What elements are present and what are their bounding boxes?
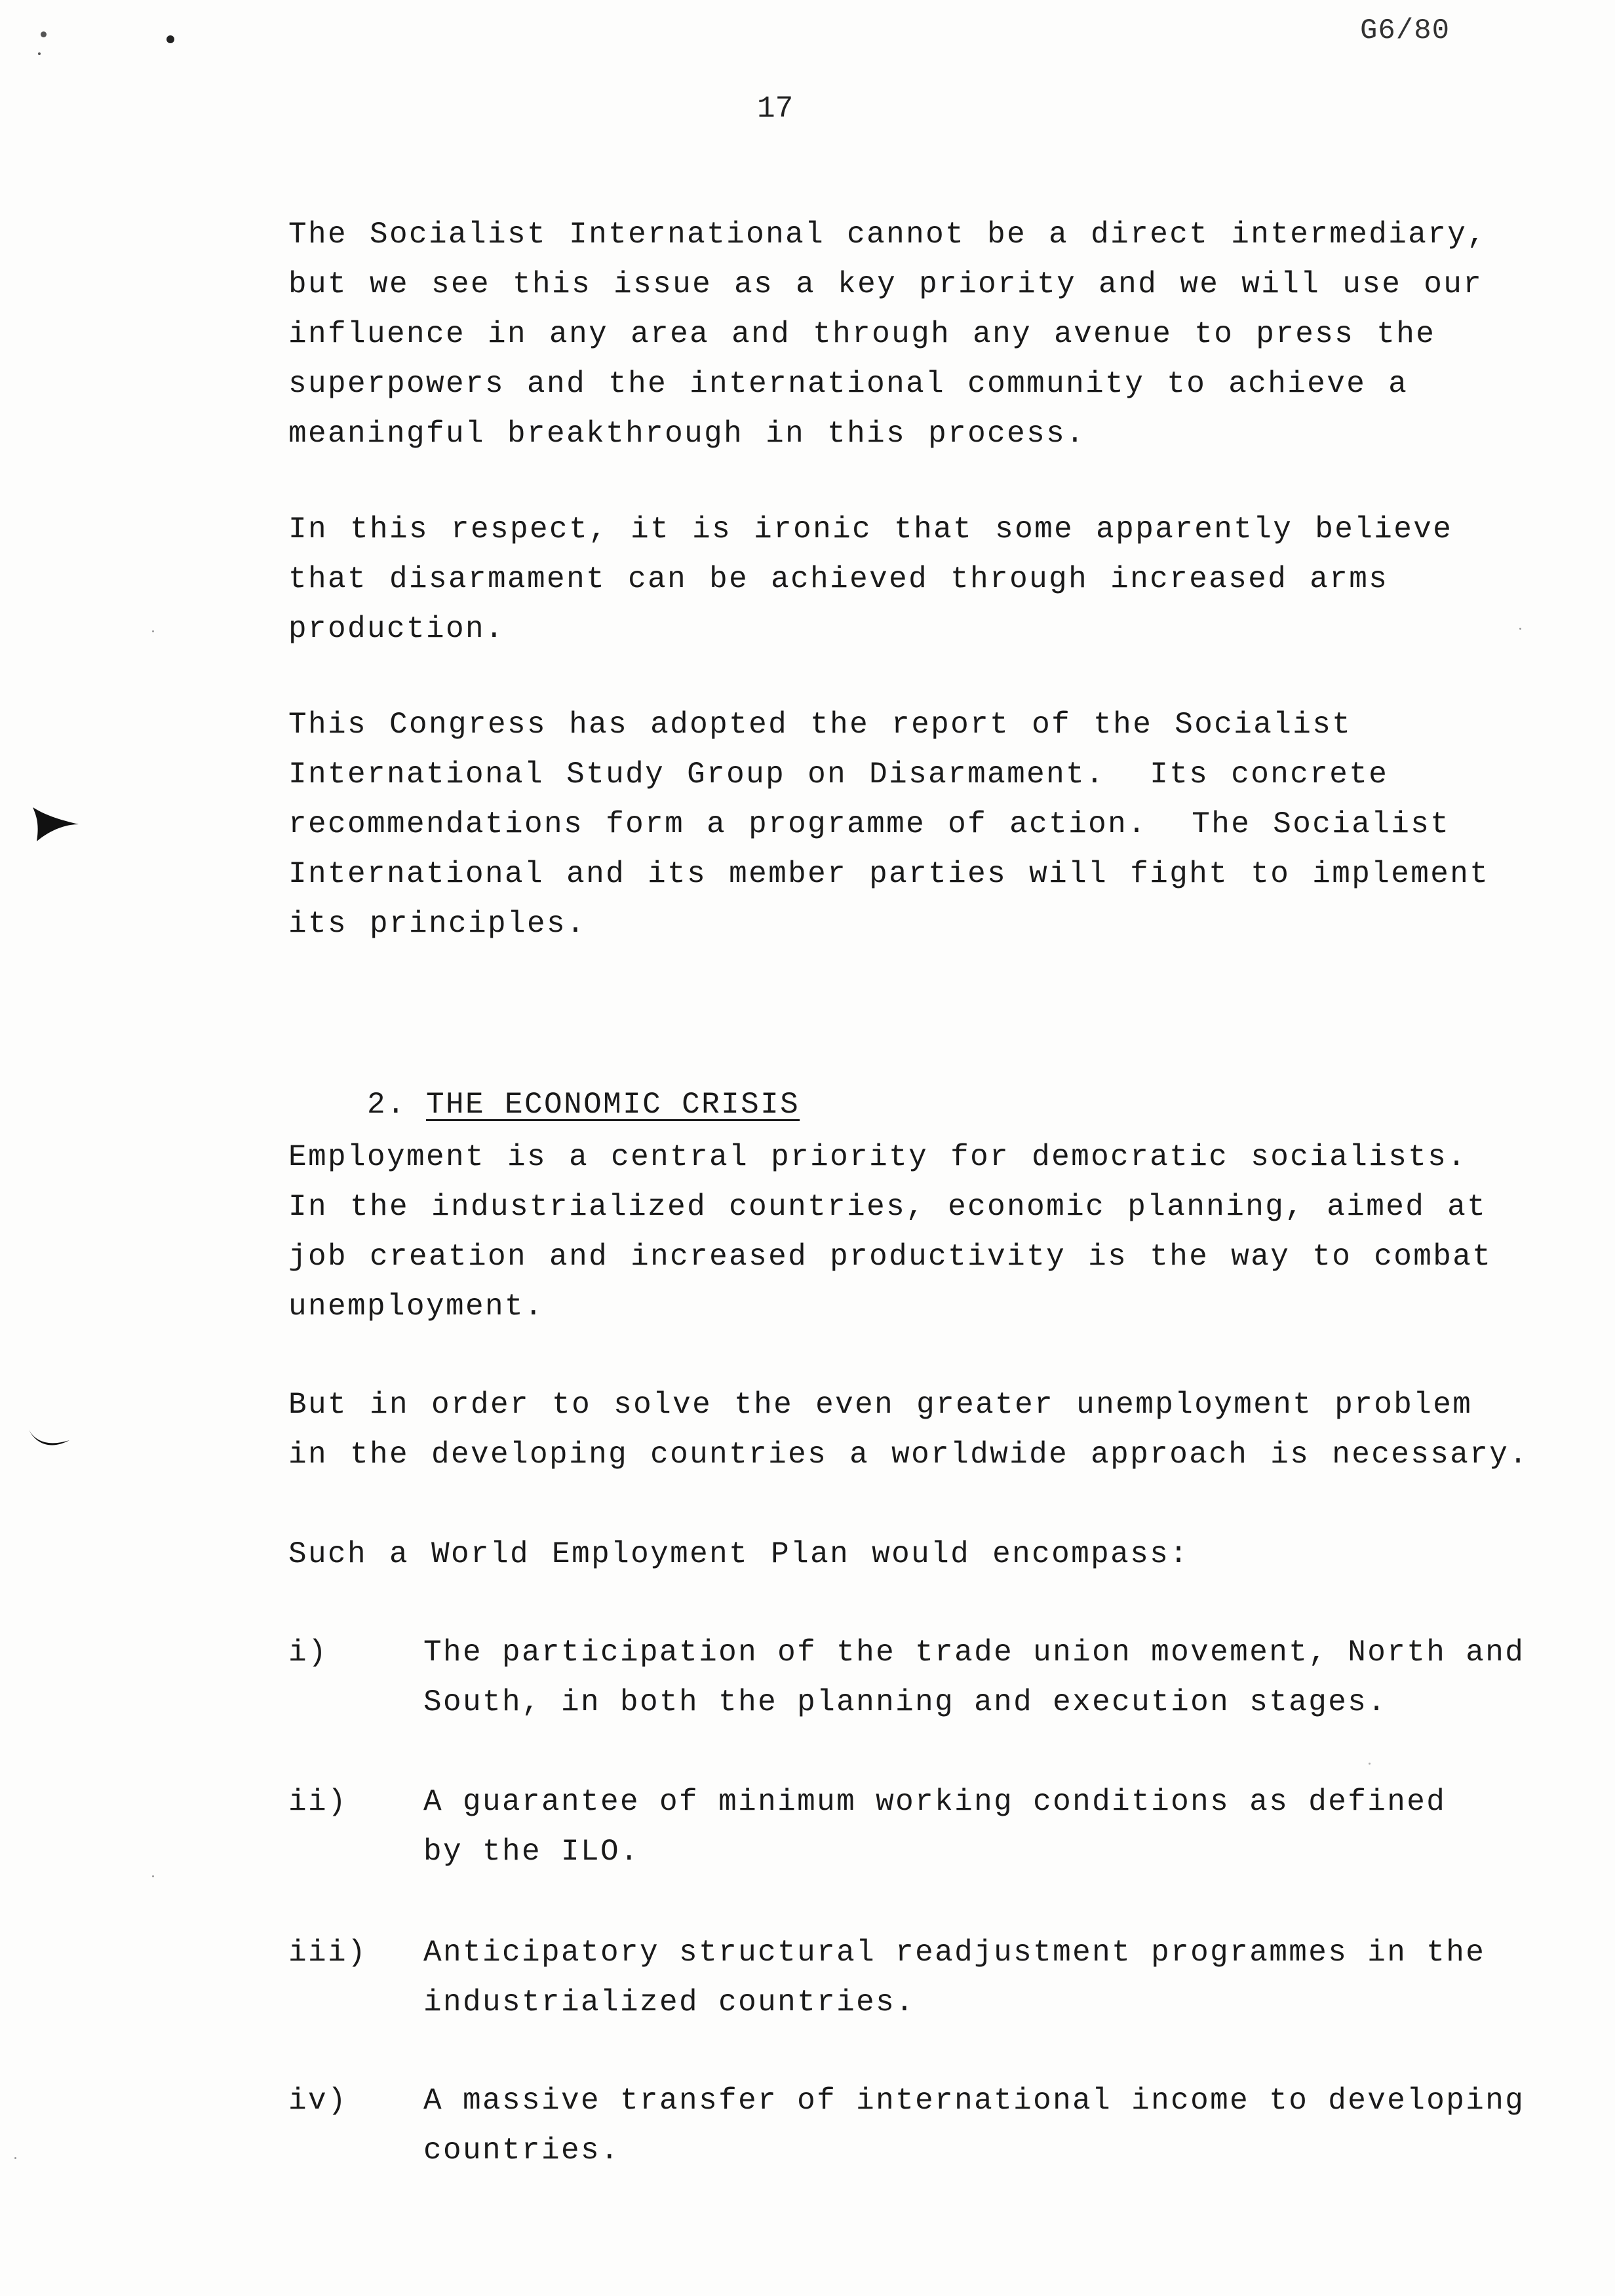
document-reference: G6/80 — [1360, 14, 1450, 47]
text-line: In the industrialized countries, economic planning, aimed at — [288, 1190, 1487, 1224]
section-number: 2. — [367, 1088, 407, 1122]
list-marker: iii) — [288, 1936, 368, 1970]
text-line: that disarmament can be achieved through increased arms — [288, 562, 1389, 596]
text-line: International and its member parties will fight to implement — [288, 857, 1490, 891]
margin-arrow-mark — [30, 805, 83, 851]
text-line: but we see this issue as a key priority and we will use our — [288, 267, 1483, 301]
scan-speck — [41, 31, 47, 37]
text-line: its principles. — [288, 907, 587, 941]
text-line: Anticipatory structural readjustment programmes in the — [423, 1936, 1486, 1970]
text-line: job creation and increased productivity is the way to combat — [288, 1240, 1492, 1274]
scan-speck — [166, 35, 174, 43]
paragraph-intermediary — [288, 210, 1547, 459]
paragraph-arms-production — [288, 505, 1547, 654]
text-line: This Congress has adopted the report of the Socialist — [288, 708, 1352, 742]
list-marker: i) — [288, 1636, 328, 1670]
text-line: In this respect, it is ironic that some apparently believe — [288, 512, 1453, 546]
scan-speck — [152, 1875, 154, 1877]
text-line: unemployment. — [288, 1290, 545, 1324]
text-line: countries. — [423, 2133, 621, 2168]
text-line: The participation of the trade union movement, North and — [423, 1636, 1525, 1670]
margin-curve-mark — [26, 1426, 72, 1452]
scan-speck — [38, 52, 41, 55]
scan-speck — [152, 630, 154, 632]
text-line: A massive transfer of international income to developing — [423, 2084, 1525, 2118]
page-number: 17 — [757, 92, 794, 126]
paragraph-plan-intro — [288, 1529, 1547, 1579]
text-line: by the ILO. — [423, 1835, 640, 1869]
text-line: production. — [288, 612, 505, 646]
list-marker: iv) — [288, 2084, 348, 2118]
scan-speck — [1519, 628, 1521, 630]
text-line: But in order to solve the even greater unemployment problem — [288, 1388, 1473, 1422]
text-line: in the developing countries a worldwide approach is necessary. — [288, 1438, 1529, 1472]
text-line: Employment is a central priority for democratic socialists. — [288, 1140, 1468, 1174]
text-line: The Socialist International cannot be a direct intermediary, — [288, 218, 1487, 252]
section-title: THE ECONOMIC CRISIS — [426, 1088, 800, 1122]
text-line: South, in both the planning and execution stages. — [423, 1685, 1388, 1719]
text-line: recommendations form a programme of action. The Socialist — [288, 807, 1450, 841]
paragraph-worldwide-approach — [288, 1380, 1547, 1480]
text-line: influence in any area and through any avenue to press the — [288, 317, 1436, 351]
text-line: Such a World Employment Plan would encompass: — [288, 1537, 1190, 1571]
text-line: International Study Group on Disarmament. Its concrete — [288, 757, 1389, 792]
text-line: superpowers and the international community to achieve a — [288, 367, 1409, 401]
text-line: industrialized countries. — [423, 1985, 916, 2019]
text-line: A guarantee of minimum working conditions as defined — [423, 1785, 1447, 1819]
scan-speck — [14, 2157, 16, 2159]
paragraph-study-group — [288, 700, 1547, 949]
text-line: meaningful breakthrough in this process. — [288, 417, 1086, 451]
list-marker: ii) — [288, 1785, 348, 1819]
scan-speck — [1369, 1763, 1371, 1765]
paragraph-employment — [288, 1132, 1547, 1331]
